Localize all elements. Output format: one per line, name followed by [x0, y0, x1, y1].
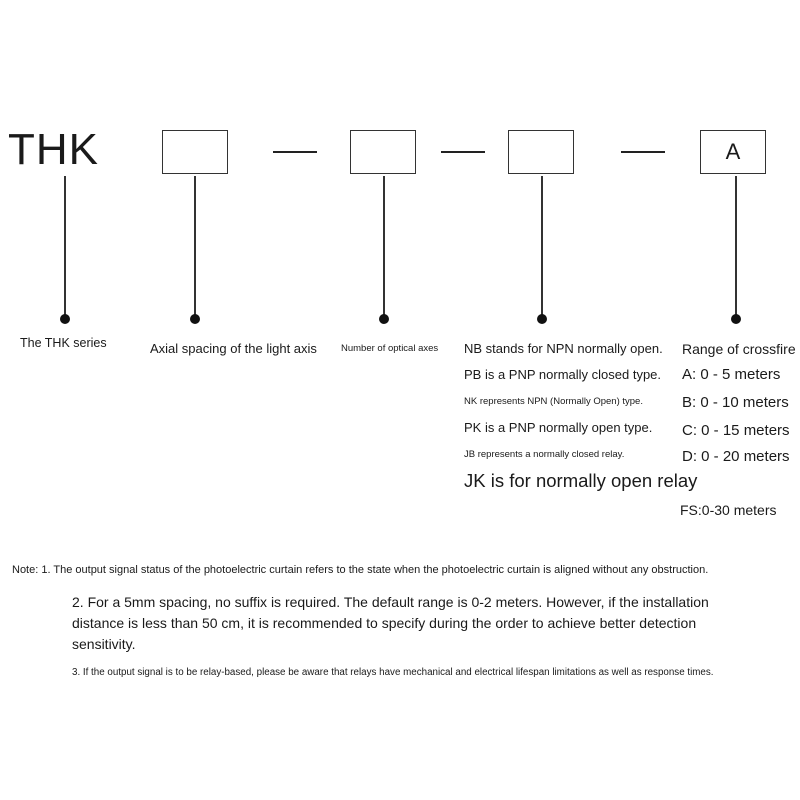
connector-line-axial-spacing: [194, 176, 196, 318]
separator-dash-3: [621, 151, 665, 153]
range-b: B: 0 - 10 meters: [682, 394, 789, 411]
code-box-range: A: [700, 130, 766, 174]
connector-dot-series: [60, 314, 70, 324]
label-axial-spacing: Axial spacing of the light axis: [150, 341, 317, 356]
code-box-axial-spacing: [162, 130, 228, 174]
connector-line-output-type: [541, 176, 543, 318]
connector-dot-optical-axes: [379, 314, 389, 324]
connector-dot-output-type: [537, 314, 547, 324]
output-type-nb: NB stands for NPN normally open.: [464, 341, 663, 356]
range-a: A: 0 - 5 meters: [682, 366, 781, 383]
code-box-output-type: [508, 130, 574, 174]
range-c: C: 0 - 15 meters: [682, 422, 790, 439]
connector-line-optical-axes: [383, 176, 385, 318]
connector-dot-range: [731, 314, 741, 324]
connector-dot-axial-spacing: [190, 314, 200, 324]
label-optical-axes: Number of optical axes: [341, 343, 439, 354]
code-box-optical-axes: [350, 130, 416, 174]
output-type-nk: NK represents NPN (Normally Open) type.: [464, 396, 643, 407]
range-title: Range of crossfire: [682, 341, 796, 357]
output-type-jk: JK is for normally open relay: [464, 470, 698, 491]
separator-dash-2: [441, 151, 485, 153]
note-1-text: The output signal status of the photoelectric curtain refers to the state when the photoelectric curtain is aligned without any obstruction.: [50, 564, 709, 576]
model-prefix: THK: [8, 125, 99, 174]
note-3: 3. If the output signal is to be relay-based, please be aware that relays have mechanical and electrical lifespan limitations as well as response times.: [72, 667, 714, 678]
connector-line-series: [64, 176, 66, 318]
output-type-jb: JB represents a normally closed relay.: [464, 449, 625, 460]
label-series: The THK series: [20, 336, 107, 350]
note-1: [12, 564, 708, 576]
range-fs: FS:0-30 meters: [680, 502, 777, 518]
output-type-pb: PB is a PNP normally closed type.: [464, 367, 662, 382]
range-d: D: 0 - 20 meters: [682, 448, 790, 465]
output-type-pk: PK is a PNP normally open type.: [464, 420, 653, 435]
note-1-marker: Note: 1.: [12, 564, 51, 576]
separator-dash-1: [273, 151, 317, 153]
note-2: 2. For a 5mm spacing, no suffix is required. The default range is 0-2 meters. However, if the installation distance is less than 50 cm, it is recommended to specify during the order to achieve better detection sensitivity.: [72, 594, 709, 652]
connector-line-range: [735, 176, 737, 318]
